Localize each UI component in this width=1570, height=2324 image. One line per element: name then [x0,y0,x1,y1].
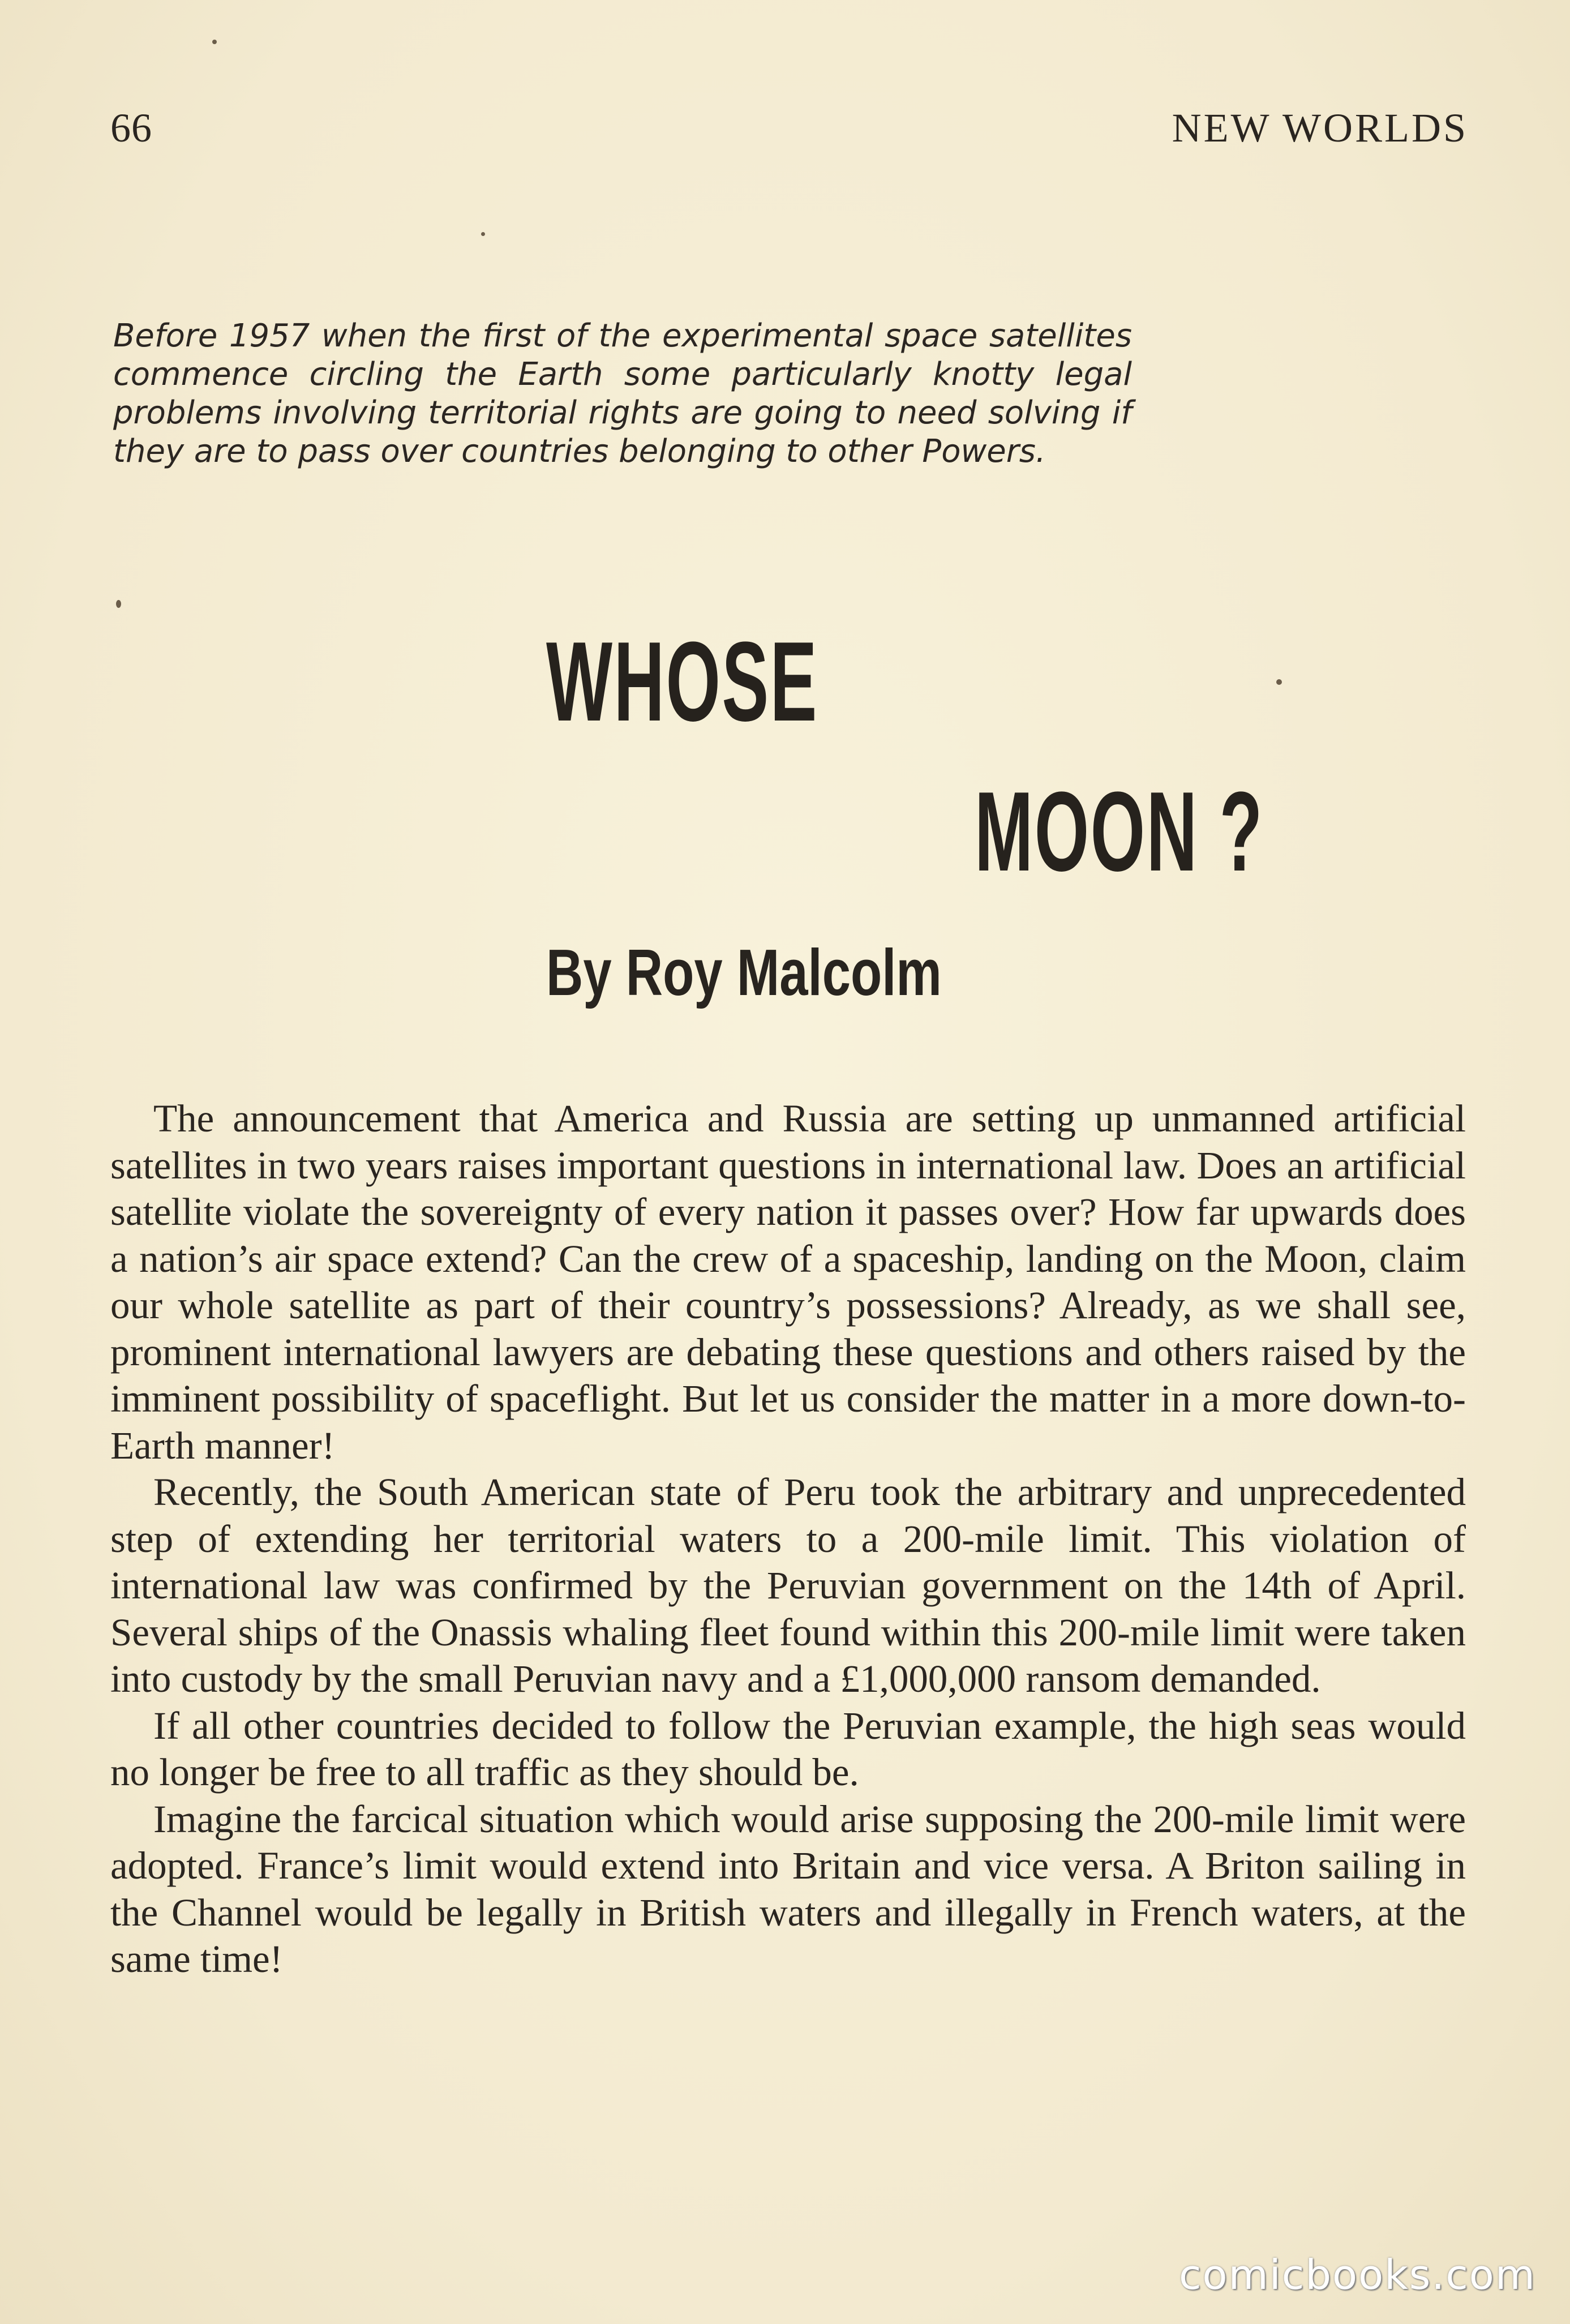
paper-speck [1276,679,1282,685]
body-paragraph: The announcement that America and Russia are setting up unmanned artificial satellites in two years raises important questions in international law. Does an artificial satellite violate the sovereignty of every nation it passes over? How far upwards does a nation’s air space extend? Can the crew of a spaceship, landing on the Moon, claim our whole satellite as part of their country’s possessions? Already, as we shall see, prominent international lawyers are debating these questions and others raised by the imminent possibility of spaceflight. But let us consider the matter in a more down-to-Earth manner! [110,1097,1466,1467]
body-paragraph: Recently, the South American state of Peru took the arbitrary and unprecedented step of extending her territorial waters to a 200-mile limit. This violation of international law was confirmed by the Peruvian government on the 14th of April. Several ships of the Onassis whaling fleet found within this 200-mile limit were taken into custody by the small Peruvian navy and a £1,000,000 ransom demanded. [110,1470,1466,1700]
article-body [110,1095,1466,1983]
paper-speck [212,40,217,44]
running-head: NEW WORLDS [1172,105,1468,151]
site-watermark: comicbooks.com [1178,2251,1536,2299]
article-title-line-1: WHOSE [546,619,818,745]
body-paragraph: If all other countries decided to follow the Peruvian example, the high seas would no longer be free to all traffic as they should be. [110,1704,1466,1794]
paper-speck [116,600,121,608]
page-number: 66 [110,105,152,151]
body-paragraph: Imagine the farcical situation which would arise supposing the 200-mile limit were adopted. France’s limit would extend into Britain and vice versa. A Briton sailing in the Channel would be legally in British waters and illegally in French waters, at the same time! [110,1797,1466,1980]
paper-speck [481,232,485,236]
article-byline: By Roy Malcolm [546,936,942,1009]
article-standfirst: Before 1957 when the first of the experimental space satellites commence circling the Earth some particularly knotty legal problems involving territorial rights are going to need solving if they are to pass over countries belonging to other Powers. [113,318,1132,470]
article-title-line-2: MOON ? [975,769,1264,895]
